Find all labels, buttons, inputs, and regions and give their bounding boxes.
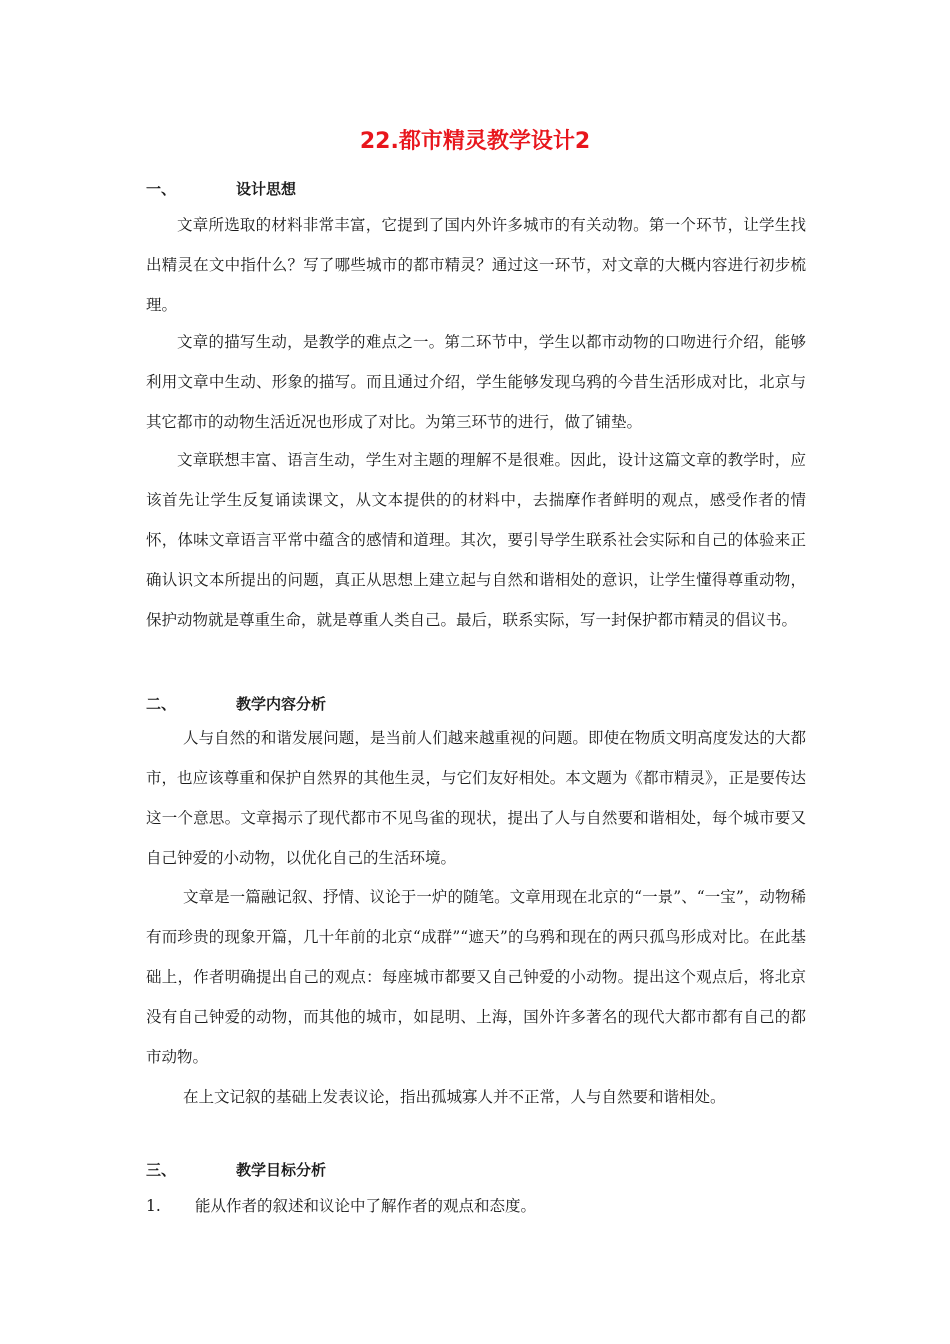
section-number: 三、 [146, 1161, 177, 1179]
section-heading-design-thinking [146, 178, 296, 199]
paragraph: 文章是一篇融记叙、抒情、议论于一炉的随笔。文章用现在北京的“一景”、“一宝”，动物稀有而珍贵的现象开篇，几十年前的北京“成群”“遮天”的乌鸦和现在的两只孤鸟形成对比。在此基础上，作者明确提出自己的观点：每座城市都要又自己钟爱的小动物。提出这个观点后，将北京没有自己钟爱的动物，而其他的城市，如昆明、上海，国外许多著名的现代大都市都有自己的都市动物。 [146, 888, 806, 1066]
section-title: 教学目标分析 [236, 1161, 327, 1179]
list-item [146, 1194, 536, 1216]
paragraph: 文章所选取的材料非常丰富，它提到了国内外许多城市的有关动物。第一个环节，让学生找出精灵在文中指什么？写了哪些城市的都市精灵？通过这一环节，对文章的大概内容进行初步梳理。 [146, 216, 806, 314]
section-number: 二、 [146, 695, 177, 713]
paragraph: 人与自然的和谐发展问题，是当前人们越来越重视的问题。即使在物质文明高度发达的大都市，也应该尊重和保护自然界的其他生灵，与它们友好相处。本文题为《都市精灵》，正是要传达这一个意思。文章揭示了现代都市不见鸟雀的现状，提出了人与自然要和谐相处，每个城市要又自己钟爱的小动物，以优化自己的生活环境。 [146, 729, 806, 867]
paragraph: 文章的描写生动，是教学的难点之一。第二环节中，学生以都市动物的口吻进行介绍，能够利用文章中生动、形象的描写。而且通过介绍，学生能够发现乌鸦的今昔生活形成对比，北京与其它都市的动物生活近况也形成了对比。为第三环节的进行，做了铺垫。 [146, 333, 806, 431]
section-title: 设计思想 [236, 180, 297, 198]
section-heading-objectives [146, 1159, 326, 1180]
list-text: 能从作者的叙述和议论中了解作者的观点和态度。 [195, 1197, 537, 1215]
section-title: 教学内容分析 [236, 695, 327, 713]
document-title: 22.都市精灵教学设计2 [359, 129, 591, 154]
section-number: 一、 [146, 180, 177, 198]
paragraph: 文章联想丰富、语言生动，学生对主题的理解不是很难。因此，设计这篇文章的教学时，应该首先让学生反复诵读课文，从文本提供的的材料中，去揣摩作者鲜明的观点，感受作者的情怀，体味文章语言平常中蕴含的感情和道理。其次，要引导学生联系社会实际和自己的体验来正确认识文本所提出的问题，真正从思想上建立起与自然和谐相处的意识，让学生懂得尊重动物，保护动物就是尊重生命，就是尊重人类自己。最后，联系实际，写一封保护都市精灵的倡议书。 [146, 451, 806, 629]
paragraph: 在上文记叙的基础上发表议论，指出孤城寡人并不正常，人与自然要和谐相处。 [183, 1088, 726, 1106]
list-number: 1. [146, 1197, 161, 1215]
section-heading-content-analysis [146, 693, 326, 714]
